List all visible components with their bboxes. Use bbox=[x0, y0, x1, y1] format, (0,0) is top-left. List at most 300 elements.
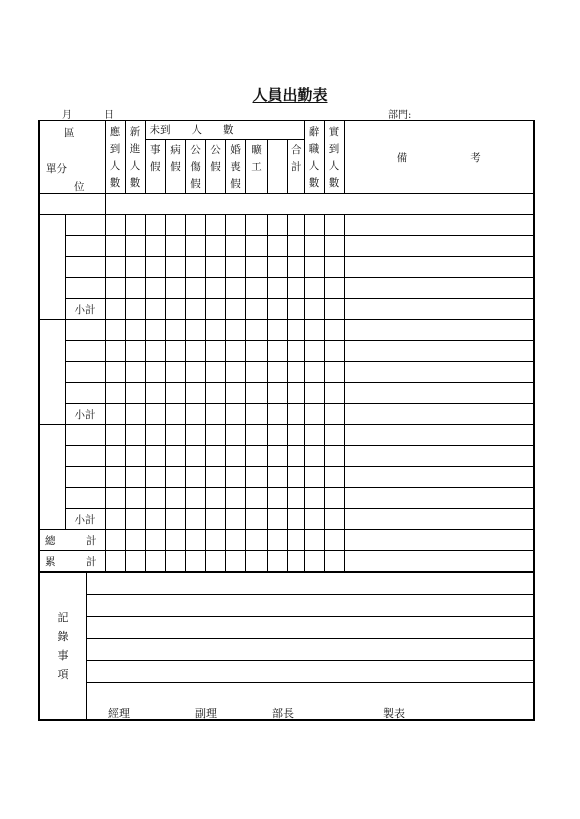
data-cell[interactable] bbox=[245, 215, 267, 236]
table-row bbox=[39, 236, 534, 257]
absent-char: 假 bbox=[230, 178, 241, 190]
unit-cell[interactable] bbox=[65, 320, 105, 341]
data-cell[interactable] bbox=[145, 467, 165, 488]
data-cell[interactable] bbox=[125, 215, 145, 236]
unit-cell[interactable] bbox=[65, 383, 105, 404]
data-cell[interactable] bbox=[145, 404, 165, 425]
new-hires-char: 數 bbox=[129, 177, 141, 189]
data-cell[interactable] bbox=[145, 509, 165, 530]
actual-char: 到 bbox=[328, 143, 340, 155]
data-cell[interactable] bbox=[145, 551, 165, 572]
data-cell[interactable] bbox=[185, 236, 205, 257]
data-cell[interactable] bbox=[267, 278, 287, 299]
data-cell[interactable] bbox=[324, 446, 344, 467]
data-cell[interactable] bbox=[185, 467, 205, 488]
data-cell[interactable] bbox=[105, 236, 125, 257]
area-cell[interactable] bbox=[39, 194, 105, 215]
absent-group-header bbox=[145, 121, 304, 194]
data-cell[interactable] bbox=[145, 320, 165, 341]
absent-col-header bbox=[288, 140, 305, 193]
data-cell[interactable] bbox=[287, 551, 304, 572]
absent-char: 事 bbox=[150, 144, 161, 156]
record-line[interactable] bbox=[86, 573, 533, 595]
data-cell[interactable] bbox=[245, 236, 267, 257]
data-cell[interactable] bbox=[125, 488, 145, 509]
data-cell[interactable] bbox=[287, 341, 304, 362]
absent-char: 計 bbox=[291, 161, 302, 173]
data-cell[interactable] bbox=[324, 551, 344, 572]
data-cell[interactable] bbox=[245, 551, 267, 572]
data-cell[interactable] bbox=[324, 383, 344, 404]
data-cell[interactable] bbox=[267, 236, 287, 257]
data-cell[interactable] bbox=[145, 257, 165, 278]
data-cell[interactable] bbox=[145, 341, 165, 362]
data-cell[interactable] bbox=[324, 488, 344, 509]
data-cell[interactable] bbox=[225, 467, 245, 488]
data-cell[interactable] bbox=[165, 215, 185, 236]
data-cell[interactable] bbox=[205, 467, 225, 488]
absent-char: 假 bbox=[210, 161, 221, 173]
actual-char: 人 bbox=[328, 160, 340, 172]
data-cell[interactable] bbox=[185, 404, 205, 425]
unit-label-2: 位 bbox=[74, 181, 85, 193]
area-group-cell[interactable] bbox=[39, 320, 65, 425]
absent-char: 假 bbox=[150, 161, 161, 173]
data-cell[interactable] bbox=[225, 341, 245, 362]
data-cell[interactable] bbox=[185, 320, 205, 341]
data-cell[interactable] bbox=[165, 488, 185, 509]
data-cell[interactable] bbox=[287, 467, 304, 488]
data-cell[interactable] bbox=[225, 425, 245, 446]
data-cell[interactable] bbox=[185, 215, 205, 236]
data-cell[interactable] bbox=[267, 383, 287, 404]
data-cell[interactable] bbox=[165, 530, 185, 551]
data-cell[interactable] bbox=[105, 257, 125, 278]
data-cell[interactable] bbox=[324, 530, 344, 551]
data-cell[interactable] bbox=[267, 362, 287, 383]
data-cell[interactable] bbox=[344, 320, 534, 341]
data-cell[interactable] bbox=[324, 341, 344, 362]
data-cell[interactable] bbox=[105, 278, 125, 299]
data-cell[interactable] bbox=[287, 257, 304, 278]
table-row bbox=[39, 383, 534, 404]
data-cell[interactable] bbox=[105, 320, 125, 341]
data-cell[interactable] bbox=[287, 278, 304, 299]
data-cell[interactable] bbox=[245, 362, 267, 383]
data-cell[interactable] bbox=[125, 467, 145, 488]
unit-cell[interactable] bbox=[65, 488, 105, 509]
data-cell[interactable] bbox=[324, 278, 344, 299]
data-cell[interactable] bbox=[165, 257, 185, 278]
data-cell[interactable] bbox=[287, 362, 304, 383]
data-cell[interactable] bbox=[185, 278, 205, 299]
data-cell[interactable] bbox=[304, 446, 324, 467]
data-cell[interactable] bbox=[267, 551, 287, 572]
unit-cell[interactable] bbox=[65, 215, 105, 236]
data-cell[interactable] bbox=[304, 278, 324, 299]
data-cell[interactable] bbox=[344, 257, 534, 278]
data-cell[interactable] bbox=[304, 362, 324, 383]
data-cell[interactable] bbox=[125, 362, 145, 383]
data-cell[interactable] bbox=[105, 488, 125, 509]
data-cell[interactable] bbox=[185, 530, 205, 551]
data-cell[interactable] bbox=[125, 320, 145, 341]
data-cell[interactable] bbox=[105, 404, 125, 425]
unit-cell[interactable] bbox=[65, 446, 105, 467]
data-cell[interactable] bbox=[287, 299, 304, 320]
data-cell[interactable] bbox=[267, 299, 287, 320]
data-cell[interactable] bbox=[267, 446, 287, 467]
data-cell[interactable] bbox=[165, 236, 185, 257]
data-cell[interactable] bbox=[125, 383, 145, 404]
data-cell[interactable] bbox=[287, 509, 304, 530]
records-char: 錄 bbox=[57, 630, 69, 643]
data-cell[interactable] bbox=[165, 362, 185, 383]
resigned-char: 職 bbox=[308, 143, 320, 155]
subtotal-label: 小計 bbox=[65, 299, 105, 320]
data-cell[interactable] bbox=[267, 404, 287, 425]
data-cell[interactable] bbox=[304, 257, 324, 278]
data-cell[interactable] bbox=[125, 299, 145, 320]
data-cell[interactable] bbox=[105, 362, 125, 383]
data-cell[interactable] bbox=[105, 341, 125, 362]
data-cell[interactable] bbox=[344, 509, 534, 530]
data-cell[interactable] bbox=[344, 446, 534, 467]
data-cell[interactable] bbox=[324, 425, 344, 446]
data-cell[interactable] bbox=[267, 425, 287, 446]
data-cell[interactable] bbox=[225, 299, 245, 320]
data-cell[interactable] bbox=[287, 488, 304, 509]
absent-char: 傷 bbox=[190, 161, 201, 173]
absent-char: 假 bbox=[170, 161, 181, 173]
data-cell[interactable] bbox=[225, 509, 245, 530]
data-cell[interactable] bbox=[245, 467, 267, 488]
data-cell[interactable] bbox=[324, 257, 344, 278]
data-cell[interactable] bbox=[145, 215, 165, 236]
table-row bbox=[39, 257, 534, 278]
data-cell[interactable] bbox=[344, 341, 534, 362]
record-line[interactable] bbox=[86, 595, 533, 617]
data-cell[interactable] bbox=[344, 530, 534, 551]
data-cell[interactable] bbox=[105, 446, 125, 467]
data-cell[interactable] bbox=[287, 404, 304, 425]
data-cell[interactable] bbox=[205, 257, 225, 278]
data-cell[interactable] bbox=[344, 467, 534, 488]
data-cell[interactable] bbox=[344, 278, 534, 299]
data-cell[interactable] bbox=[165, 341, 185, 362]
data-cell[interactable] bbox=[125, 425, 145, 446]
data-cell[interactable] bbox=[165, 320, 185, 341]
attendance-table bbox=[38, 120, 535, 572]
remarks-header: 備 考 bbox=[344, 121, 534, 194]
data-cell[interactable] bbox=[287, 320, 304, 341]
data-cell[interactable] bbox=[225, 362, 245, 383]
data-cell[interactable] bbox=[125, 257, 145, 278]
data-cell[interactable] bbox=[245, 320, 267, 341]
data-cell[interactable] bbox=[145, 383, 165, 404]
data-cell[interactable] bbox=[145, 236, 165, 257]
data-cell[interactable] bbox=[185, 362, 205, 383]
table-row bbox=[39, 215, 534, 236]
data-cell[interactable] bbox=[205, 341, 225, 362]
data-cell[interactable] bbox=[304, 425, 324, 446]
data-cell[interactable] bbox=[125, 509, 145, 530]
actual-char: 數 bbox=[328, 177, 340, 189]
data-cell[interactable] bbox=[205, 425, 225, 446]
data-cell[interactable] bbox=[304, 488, 324, 509]
data-cell[interactable] bbox=[125, 278, 145, 299]
data-cell[interactable] bbox=[165, 425, 185, 446]
table-row bbox=[39, 320, 534, 341]
unit-cell[interactable] bbox=[65, 425, 105, 446]
expected-char: 數 bbox=[109, 177, 121, 189]
data-cell[interactable] bbox=[324, 215, 344, 236]
data-cell[interactable] bbox=[344, 425, 534, 446]
data-cell[interactable] bbox=[344, 551, 534, 572]
data-cell[interactable] bbox=[205, 488, 225, 509]
data-cell[interactable] bbox=[225, 278, 245, 299]
data-cell[interactable] bbox=[205, 551, 225, 572]
records-char: 項 bbox=[57, 668, 69, 681]
data-cell[interactable] bbox=[225, 236, 245, 257]
unit-cell[interactable] bbox=[65, 341, 105, 362]
table-row bbox=[39, 278, 534, 299]
data-cell[interactable] bbox=[287, 530, 304, 551]
data-cell[interactable] bbox=[267, 257, 287, 278]
data-cell[interactable] bbox=[304, 299, 324, 320]
data-cell[interactable] bbox=[225, 488, 245, 509]
data-cell[interactable] bbox=[105, 215, 125, 236]
area-group-cell[interactable] bbox=[39, 215, 65, 320]
record-line[interactable] bbox=[86, 683, 533, 704]
data-cell[interactable] bbox=[344, 404, 534, 425]
data-cell[interactable] bbox=[324, 362, 344, 383]
data-cell[interactable] bbox=[304, 320, 324, 341]
data-cell[interactable] bbox=[344, 383, 534, 404]
data-cell[interactable] bbox=[105, 383, 125, 404]
subtotal-row bbox=[39, 404, 534, 425]
data-cell[interactable] bbox=[105, 509, 125, 530]
data-cell[interactable] bbox=[267, 467, 287, 488]
data-cell[interactable] bbox=[205, 236, 225, 257]
data-cell[interactable] bbox=[267, 530, 287, 551]
record-line[interactable] bbox=[86, 661, 533, 683]
records-section bbox=[38, 572, 535, 721]
data-cell[interactable] bbox=[245, 446, 267, 467]
resigned-char: 人 bbox=[308, 160, 320, 172]
data-cell[interactable] bbox=[205, 404, 225, 425]
unit-label: 單分 bbox=[46, 163, 67, 175]
data-cell[interactable] bbox=[304, 404, 324, 425]
data-cell[interactable] bbox=[105, 551, 125, 572]
data-cell[interactable] bbox=[324, 320, 344, 341]
records-label bbox=[40, 573, 87, 719]
table-row bbox=[39, 341, 534, 362]
data-cell[interactable] bbox=[125, 341, 145, 362]
unit-cell[interactable] bbox=[65, 236, 105, 257]
data-cell[interactable] bbox=[145, 488, 165, 509]
data-cell[interactable] bbox=[105, 299, 125, 320]
data-cell[interactable] bbox=[344, 236, 534, 257]
absent-group-label: 未到 人 數 bbox=[146, 121, 304, 140]
total-row-char-b: 計 bbox=[86, 534, 97, 547]
data-cell[interactable] bbox=[225, 215, 245, 236]
absent-char: 假 bbox=[190, 178, 201, 190]
data-cell[interactable] bbox=[245, 404, 267, 425]
data-cell[interactable] bbox=[125, 551, 145, 572]
unit-cell[interactable] bbox=[65, 257, 105, 278]
data-cell[interactable] bbox=[245, 383, 267, 404]
data-cell[interactable] bbox=[145, 446, 165, 467]
data-cell[interactable] bbox=[267, 215, 287, 236]
data-cell[interactable] bbox=[287, 215, 304, 236]
data-cell[interactable] bbox=[105, 425, 125, 446]
records-char: 事 bbox=[57, 649, 69, 662]
data-cell[interactable] bbox=[165, 299, 185, 320]
data-cell[interactable] bbox=[225, 320, 245, 341]
month-label: 月 bbox=[62, 110, 72, 121]
data-cell[interactable] bbox=[245, 425, 267, 446]
blank-band bbox=[105, 194, 534, 215]
data-cell[interactable] bbox=[225, 530, 245, 551]
data-cell[interactable] bbox=[304, 215, 324, 236]
data-cell[interactable] bbox=[287, 446, 304, 467]
data-cell[interactable] bbox=[205, 278, 225, 299]
data-cell[interactable] bbox=[267, 320, 287, 341]
data-cell[interactable] bbox=[185, 383, 205, 404]
data-cell[interactable] bbox=[344, 299, 534, 320]
data-cell[interactable] bbox=[205, 215, 225, 236]
absent-char: 公 bbox=[190, 144, 201, 156]
expected-header bbox=[105, 121, 125, 194]
data-cell[interactable] bbox=[185, 299, 205, 320]
data-cell[interactable] bbox=[125, 404, 145, 425]
blank-row bbox=[39, 194, 534, 215]
data-cell[interactable] bbox=[245, 341, 267, 362]
preparer-signature: 製表 bbox=[383, 707, 405, 720]
data-cell[interactable] bbox=[225, 551, 245, 572]
data-cell[interactable] bbox=[205, 383, 225, 404]
data-cell[interactable] bbox=[287, 236, 304, 257]
subtotal-row bbox=[39, 299, 534, 320]
data-cell[interactable] bbox=[145, 278, 165, 299]
data-cell[interactable] bbox=[165, 446, 185, 467]
data-cell[interactable] bbox=[145, 299, 165, 320]
data-cell[interactable] bbox=[145, 362, 165, 383]
data-cell[interactable] bbox=[245, 299, 267, 320]
data-cell[interactable] bbox=[225, 383, 245, 404]
cumulative-row bbox=[39, 551, 534, 572]
data-cell[interactable] bbox=[165, 509, 185, 530]
data-cell[interactable] bbox=[225, 257, 245, 278]
unit-cell[interactable] bbox=[65, 467, 105, 488]
data-cell[interactable] bbox=[267, 488, 287, 509]
data-cell[interactable] bbox=[205, 446, 225, 467]
data-cell[interactable] bbox=[304, 383, 324, 404]
data-cell[interactable] bbox=[267, 509, 287, 530]
absent-col-header bbox=[268, 140, 288, 193]
data-cell[interactable] bbox=[125, 530, 145, 551]
expected-char: 應 bbox=[109, 126, 121, 138]
data-cell[interactable] bbox=[125, 446, 145, 467]
data-cell[interactable] bbox=[344, 488, 534, 509]
records-char: 記 bbox=[57, 611, 69, 624]
data-cell[interactable] bbox=[205, 362, 225, 383]
data-cell[interactable] bbox=[225, 446, 245, 467]
data-cell[interactable] bbox=[205, 320, 225, 341]
new-hires-char: 人 bbox=[129, 160, 141, 172]
table-row bbox=[39, 467, 534, 488]
data-cell[interactable] bbox=[344, 215, 534, 236]
data-cell[interactable] bbox=[185, 425, 205, 446]
data-cell[interactable] bbox=[145, 425, 165, 446]
data-cell[interactable] bbox=[245, 530, 267, 551]
data-cell[interactable] bbox=[267, 341, 287, 362]
data-cell[interactable] bbox=[245, 488, 267, 509]
data-cell[interactable] bbox=[324, 236, 344, 257]
data-cell[interactable] bbox=[287, 425, 304, 446]
data-cell[interactable] bbox=[225, 404, 245, 425]
unit-cell[interactable] bbox=[65, 278, 105, 299]
absent-char: 病 bbox=[170, 144, 181, 156]
data-cell[interactable] bbox=[165, 467, 185, 488]
actual-header bbox=[324, 121, 344, 194]
data-cell[interactable] bbox=[165, 383, 185, 404]
data-cell[interactable] bbox=[344, 362, 534, 383]
resigned-header bbox=[304, 121, 324, 194]
new-hires-header bbox=[125, 121, 145, 194]
data-cell[interactable] bbox=[105, 467, 125, 488]
unit-cell[interactable] bbox=[65, 362, 105, 383]
area-group-cell[interactable] bbox=[39, 425, 65, 530]
data-cell[interactable] bbox=[105, 530, 125, 551]
data-cell[interactable] bbox=[304, 341, 324, 362]
data-cell[interactable] bbox=[185, 551, 205, 572]
data-cell[interactable] bbox=[245, 278, 267, 299]
absent-col-header bbox=[226, 140, 246, 193]
record-line[interactable] bbox=[86, 639, 533, 661]
data-cell[interactable] bbox=[324, 467, 344, 488]
absent-sub-headers bbox=[146, 140, 305, 193]
data-cell[interactable] bbox=[185, 488, 205, 509]
data-cell[interactable] bbox=[245, 257, 267, 278]
data-cell[interactable] bbox=[324, 404, 344, 425]
record-line[interactable] bbox=[86, 617, 533, 639]
data-cell[interactable] bbox=[185, 257, 205, 278]
data-cell[interactable] bbox=[304, 509, 324, 530]
data-cell[interactable] bbox=[185, 446, 205, 467]
data-cell[interactable] bbox=[245, 509, 267, 530]
data-cell[interactable] bbox=[304, 551, 324, 572]
data-cell[interactable] bbox=[165, 278, 185, 299]
data-cell[interactable] bbox=[324, 509, 344, 530]
data-cell[interactable] bbox=[165, 551, 185, 572]
data-cell[interactable] bbox=[145, 530, 165, 551]
data-cell[interactable] bbox=[304, 236, 324, 257]
data-cell[interactable] bbox=[205, 530, 225, 551]
data-cell[interactable] bbox=[205, 509, 225, 530]
absent-char: 婚 bbox=[230, 144, 241, 156]
data-cell[interactable] bbox=[304, 467, 324, 488]
data-cell[interactable] bbox=[165, 404, 185, 425]
data-cell[interactable] bbox=[185, 341, 205, 362]
data-cell[interactable] bbox=[205, 299, 225, 320]
data-cell[interactable] bbox=[185, 509, 205, 530]
data-cell[interactable] bbox=[287, 383, 304, 404]
data-cell[interactable] bbox=[304, 530, 324, 551]
data-cell[interactable] bbox=[324, 299, 344, 320]
data-cell[interactable] bbox=[125, 236, 145, 257]
